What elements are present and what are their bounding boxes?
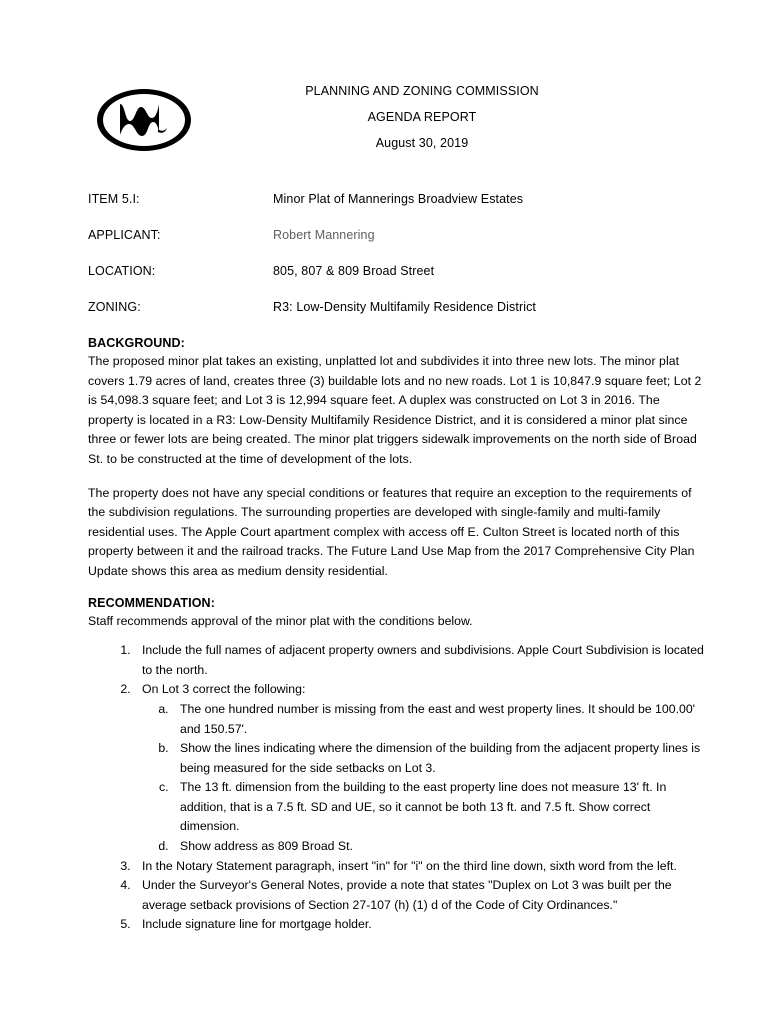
meta-table [88,192,708,314]
meta-value-location: 805, 807 & 809 Broad Street [273,264,435,278]
header-line-agenda-report: AGENDA REPORT [367,110,477,124]
recommendation-intro: Staff recommends approval of the minor plat with the conditions below. [88,613,473,628]
list-item [172,837,708,857]
meta-row-zoning [88,300,708,314]
list-item [172,778,708,837]
header-line-commission: PLANNING AND ZONING COMMISSION [305,84,539,98]
background-paragraph-2: The property does not have any special conditions or features that require an exception to the requirements of the subdivision regulations. The surrounding properties are developed with single-family and multi-family residential uses. The Apple Court apartment complex with access off E. Culton Street is located north of this property between it and the railroad tracks. The Future Land Use Map from the 2017 Comprehensive City Plan Update shows this area as medium density residential. [88,485,695,578]
meta-row-item [88,192,708,206]
meta-value-zoning: R3: Low-Density Multifamily Residence District [273,300,537,314]
list-item [172,739,708,778]
list-item [134,857,708,877]
city-logo [96,88,192,152]
meta-row-applicant [88,228,708,242]
condition-text: Include signature line for mortgage holder. [142,917,372,932]
meta-label-item: ITEM 5.I: [88,192,140,206]
document-header [88,78,708,164]
meta-label-applicant: APPLICANT: [88,228,161,242]
condition-text: Include the full names of adjacent property owners and subdivisions. Apple Court Subdivision is located to the north. [142,643,704,677]
list-item [172,700,708,739]
sub-condition-text: The one hundred number is missing from the east and west property lines. It should be 100.00' and 150.57'. [180,701,696,736]
list-item [134,915,708,935]
meta-value-item: Minor Plat of Mannerings Broadview Estates [273,192,524,206]
sub-condition-text: The 13 ft. dimension from the building to the east property line does not measure 13' ft. In addition, that is a 7.5 ft. SD and UE, so it cannot be both 13 ft. and 7.5 ft. Show correct dimension. [180,780,667,834]
sub-condition-text: Show address as 809 Broad St. [180,839,353,854]
header-date: August 30, 2019 [375,136,469,150]
background-paragraph-1: The proposed minor plat takes an existing, unplatted lot and subdivides it into three new lots. The minor plat covers 1.79 acres of land, creates three (3) buildable lots and no new roads. Lot 1 is 10,847.9 square feet; Lot 2 is 54,098.3 square feet; and Lot 3 is 12,994 square feet. A duplex was constructed on Lot 3 in 2016. The property is located in a R3: Low-Density Multifamily Residence District, and it is considered a minor plat since three or fewer lots are being created. The minor plat triggers sidewalk improvements on the north side of Broad St. to be constructed at the time of development of the lots. [88,354,702,466]
condition-text: Under the Surveyor's General Notes, provide a note that states "Duplex on Lot 3 was built per the average setback provisions of Section 27-107 (h) (1) d of the Code of City Ordinances." [142,878,672,912]
list-item [134,641,708,680]
background-heading: BACKGROUND: [88,336,185,350]
sub-condition-text: Show the lines indicating where the dimension of the building from the adjacent property lines is being measured for the side setbacks on Lot 3. [180,741,701,775]
conditions-list [88,641,708,935]
list-item [134,680,708,856]
meta-label-location: LOCATION: [88,264,156,278]
sub-conditions-list [142,700,708,857]
condition-text: In the Notary Statement paragraph, insert "in" for "i" on the third line down, sixth word from the left. [142,858,677,873]
recommendation-heading: RECOMMENDATION: [88,595,215,610]
condition-text: On Lot 3 correct the following: [142,682,306,697]
meta-label-zoning: ZONING: [88,300,141,314]
meta-value-applicant[interactable]: Robert Mannering [273,228,375,242]
list-item [134,876,708,915]
meta-row-location [88,264,708,278]
